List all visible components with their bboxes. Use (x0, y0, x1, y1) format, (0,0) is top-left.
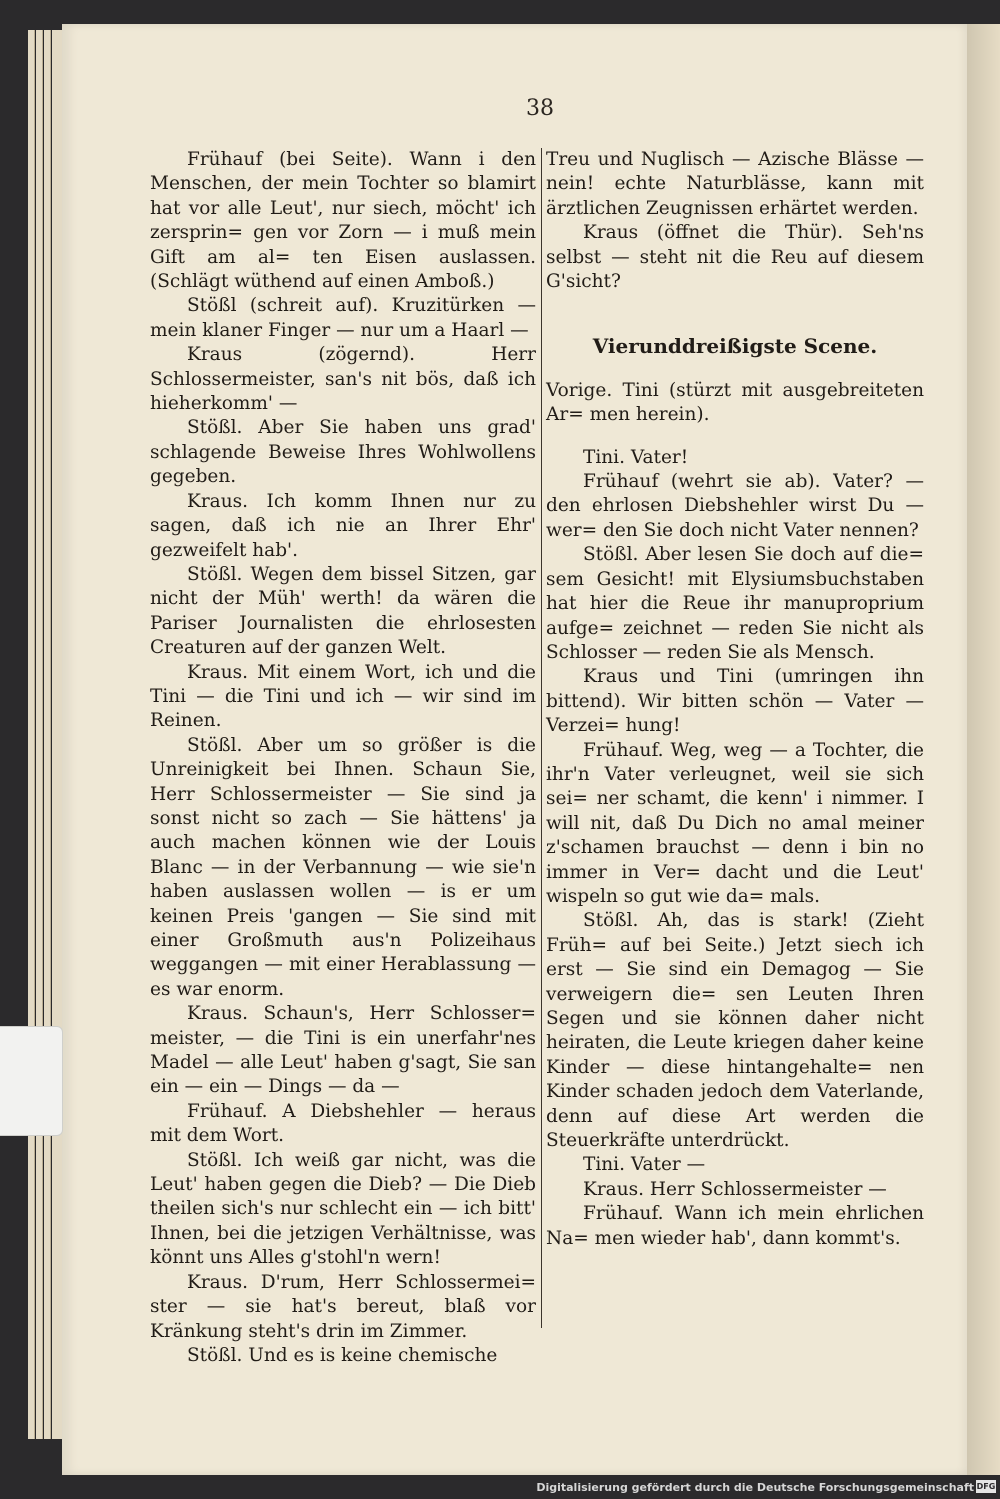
paragraph: Frühauf (wehrt sie ab). Vater? — den ehrlosen Diebshehler wirst Du — wer= den Sie doch nicht Vater nennen? (546, 471, 924, 541)
paragraph: Kraus (zögernd). Herr Schlossermeister, san's nit bös, daß ich hieherkomm' — (150, 344, 536, 415)
paragraph: Stößl. Und es is keine chemische (187, 1344, 498, 1366)
dfg-logo-icon: DFG (976, 1482, 996, 1491)
paragraph: Frühauf (bei Seite). Wann i den Menschen, der mein Tochter so blamirt hat vor alle Leut', nur siech, möcht' ich zersprin= gen vor Zorn — i muß mein Gift am al= ten Eisen auslassen. (Schlägt wüthend auf einen Amboß.) (150, 149, 536, 293)
paragraph: Frühauf. A Diebshehler — heraus mit dem Wort. (150, 1100, 536, 1147)
column-divider (541, 148, 542, 1328)
paragraph: Stößl. Wegen dem bissel Sitzen, gar nicht der Müh' werth! da wären die Pariser Journalisten die ehrlosesten Creaturen auf der ganzen Welt. (150, 563, 536, 659)
left-column (150, 148, 536, 1368)
paragraph: Kraus. Schaun's, Herr Schlosser= meister, — die Tini is ein unerfahr'nes Madel — alle Leut' haben g'sagt, Sie san ein — ein — Dings — da — (150, 1003, 536, 1098)
right-column (546, 148, 924, 1251)
paragraph: Kraus. Herr Schlossermeister — (583, 1178, 887, 1200)
bookmark-tab (0, 1026, 63, 1136)
paragraph: Treu und Nuglisch — Azische Blässe — nein! echte Naturblässe, kann mit ärztlichen Zeugnissen erhärtet werden. (546, 149, 924, 219)
paragraph: Tini. Vater! (583, 446, 689, 468)
paragraph: Frühauf. Weg, weg — a Tochter, die ihr'n Vater verleugnet, weil sie sich sei= ner schamt, die kenn' i nimmer. I will nit, daß Du Dich no amal meiner z'schamen brauchst — denn i bin no immer in Ver= dacht und die Leut' wispeln so gut wie da= mals. (546, 739, 924, 907)
paragraph: Tini. Vater — (583, 1154, 706, 1176)
paragraph: Kraus. Ich komm Ihnen nur zu sagen, daß ich nie an Ihrer Ehr' gezweifelt hab'. (150, 490, 536, 561)
page-edge (44, 30, 51, 1439)
paragraph: Stößl (schreit auf). Kruzitürken — mein klaner Finger — nur um a Haarl — (150, 295, 536, 341)
paragraph: Kraus. D'rum, Herr Schlossermei= ster — sie hat's bereut, blaß vor Kränkung steht's drin im Zimmer. (150, 1271, 536, 1342)
paragraph: Stößl. Aber Sie haben uns grad' schlagende Beweise Ihres Wohlwollens gegeben. (150, 417, 536, 488)
page-edge (36, 30, 43, 1439)
page-edge (28, 30, 35, 1439)
funding-notice: Digitalisierung gefördert durch die Deutsche Forschungsgemeinschaft (536, 1481, 974, 1494)
paragraph: Stößl. Aber um so größer is die Unreinigkeit bei Ihnen. Schaun Sie, Herr Schlossermeister — Sie sind ja sonst nicht so zach — Sie hättens' ja auch machen können wie der Louis Blanc — in der Verbannung — wie sie'n haben auslassen wollen — is er um keinen Preis 'gangen — Sie sind mit einer Großmuth aus'n Polizeihaus weggangen — mit einer Herablassung — es war enorm. (150, 734, 536, 1000)
stage-direction: Vorige. Tini (stürzt mit ausgebreiteten Ar= men herein). (546, 379, 924, 426)
paragraph: Stößl. Ah, das is stark! (Zieht Früh= auf bei Seite.) Jetzt siech ich erst — Sie sind ein Demagog — Sie verweigern die= sen Leuten Ihren Segen und sie können daher nicht heiraten, die Leute kriegen daher keine Kinder — diese hintangehalte= nen Kinder schaden jedoch dem Vaterlande, denn auf diese Art werden die Steuerkräfte unterdrückt. (546, 910, 924, 1152)
page-number: 38 (526, 96, 554, 121)
scene-heading: Vierunddreißigste Scene. (592, 334, 878, 359)
paragraph: Kraus (öffnet die Thür). Seh'ns selbst — steht nit die Reu auf diesem G'sicht? (546, 222, 924, 293)
paragraph: Frühauf. Wann ich mein ehrlichen Na= men wieder hab', dann kommt's. (546, 1203, 924, 1249)
next-page-edge (967, 24, 1000, 1475)
paragraph: Stößl. Aber lesen Sie doch auf die= sem Gesicht! mit Elysiumsbuchstaben hat hier die Reue ihr manuproprium aufge= zeichnet — reden Sie nicht als Schlosser — reden Sie als Mensch. (546, 544, 924, 663)
paragraph: Kraus und Tini (umringen ihn bittend). Wir bitten schön — Vater — Verzei= hung! (546, 666, 924, 737)
paragraph: Stößl. Ich weiß gar nicht, was die Leut' haben gegen die Dieb? — Die Dieb theilen sich's nur schlecht ein — ich bitt' Ihnen, bei die jetzigen Verhältnisse, was könnt uns Alles g'stohl'n wern! (150, 1149, 536, 1269)
paragraph: Kraus. Mit einem Wort, ich und die Tini — die Tini und ich — wir sind im Reinen. (150, 661, 536, 732)
